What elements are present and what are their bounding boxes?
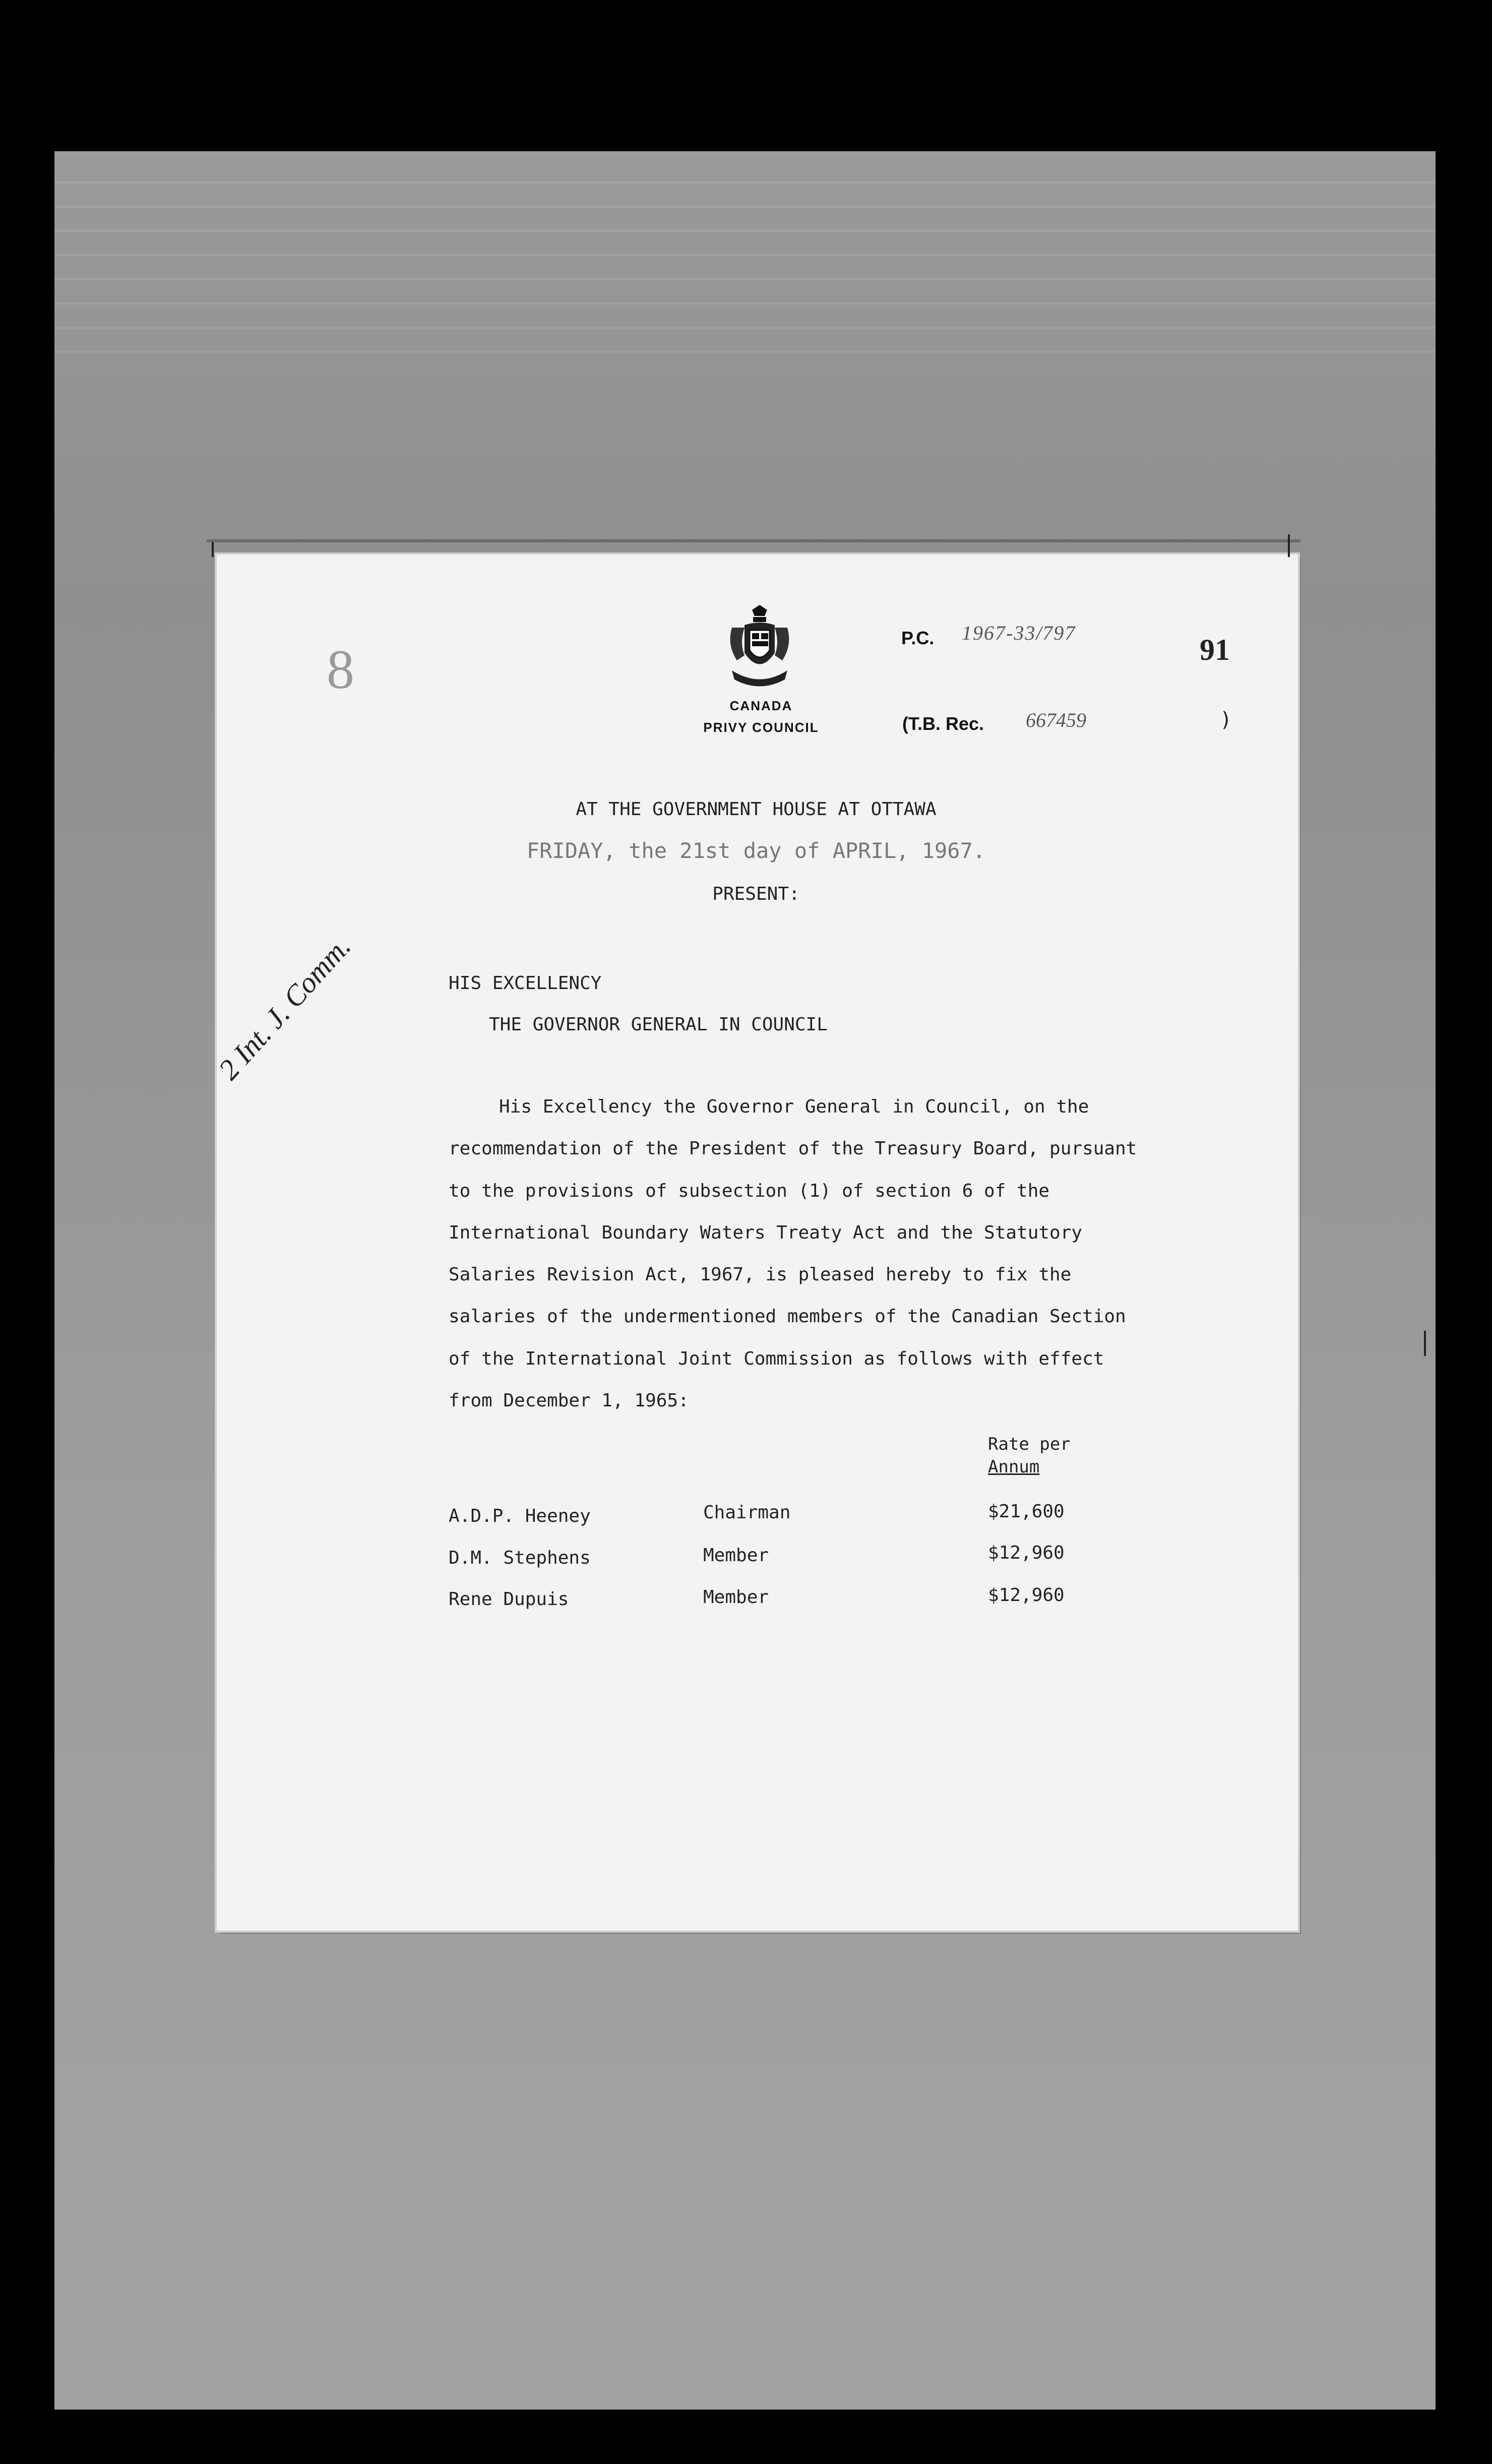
rate-header-2: Annum — [988, 1457, 1040, 1477]
pc-number: 1967-33/797 — [962, 622, 1076, 644]
tb-rec-close-paren: ) — [1220, 708, 1232, 731]
body-line: recommendation of the President of the Treasury Board, pursuant — [449, 1138, 1137, 1159]
row-name: A.D.P. Heeney — [449, 1506, 591, 1526]
corner-number: 8 — [327, 639, 354, 700]
row-name: D.M. Stephens — [449, 1548, 591, 1568]
tb-rec-number: 667459 — [1026, 709, 1086, 731]
letterhead-privy-council: PRIVY COUNCIL — [703, 720, 819, 735]
row-role: Member — [703, 1587, 769, 1608]
row-role: Chairman — [703, 1502, 791, 1523]
row-rate: $12,960 — [988, 1543, 1065, 1563]
rate-header-1: Rate per — [988, 1434, 1071, 1454]
page-number: 91 — [1200, 633, 1230, 666]
corner-mark — [1288, 534, 1290, 557]
body-line: Salaries Revision Act, 1967, is pleased hereby to fix the — [449, 1264, 1072, 1285]
body-line: from December 1, 1965: — [449, 1390, 689, 1411]
addressee-line-1: HIS EXCELLENCY — [449, 973, 602, 994]
mount-edge — [207, 539, 1300, 542]
body-line: His Excellency the Governor General in Council, on the — [499, 1096, 1089, 1117]
body-line: International Boundary Waters Treaty Act and the Statutory — [449, 1222, 1083, 1243]
scan-band — [54, 181, 1436, 373]
body-line: to the provisions of subsection (1) of section 6 of the — [449, 1181, 1050, 1201]
body-line: of the International Joint Commission as follows with effect — [449, 1348, 1104, 1369]
letterhead-canada: CANADA — [729, 698, 793, 713]
edge-mark — [1424, 1331, 1426, 1356]
pc-label: P.C. — [901, 628, 935, 648]
row-role: Member — [703, 1545, 769, 1566]
header-present: PRESENT: — [712, 884, 800, 904]
header-place: AT THE GOVERNMENT HOUSE AT OTTAWA — [576, 799, 937, 820]
coat-of-arms-icon — [722, 605, 797, 693]
addressee-line-2: THE GOVERNOR GENERAL IN COUNCIL — [489, 1014, 828, 1035]
row-rate: $21,600 — [988, 1501, 1065, 1522]
header-date: FRIDAY, the 21st day of APRIL, 1967. — [526, 838, 986, 863]
handwritten-margin-note: 2 Int. J. Comm. — [212, 930, 357, 1086]
row-name: Rene Dupuis — [449, 1589, 569, 1610]
corner-mark — [212, 542, 214, 557]
tb-rec-label: (T.B. Rec. — [902, 713, 984, 734]
row-rate: $12,960 — [988, 1585, 1065, 1606]
body-line: salaries of the undermentioned members of the Canadian Section — [449, 1306, 1126, 1327]
